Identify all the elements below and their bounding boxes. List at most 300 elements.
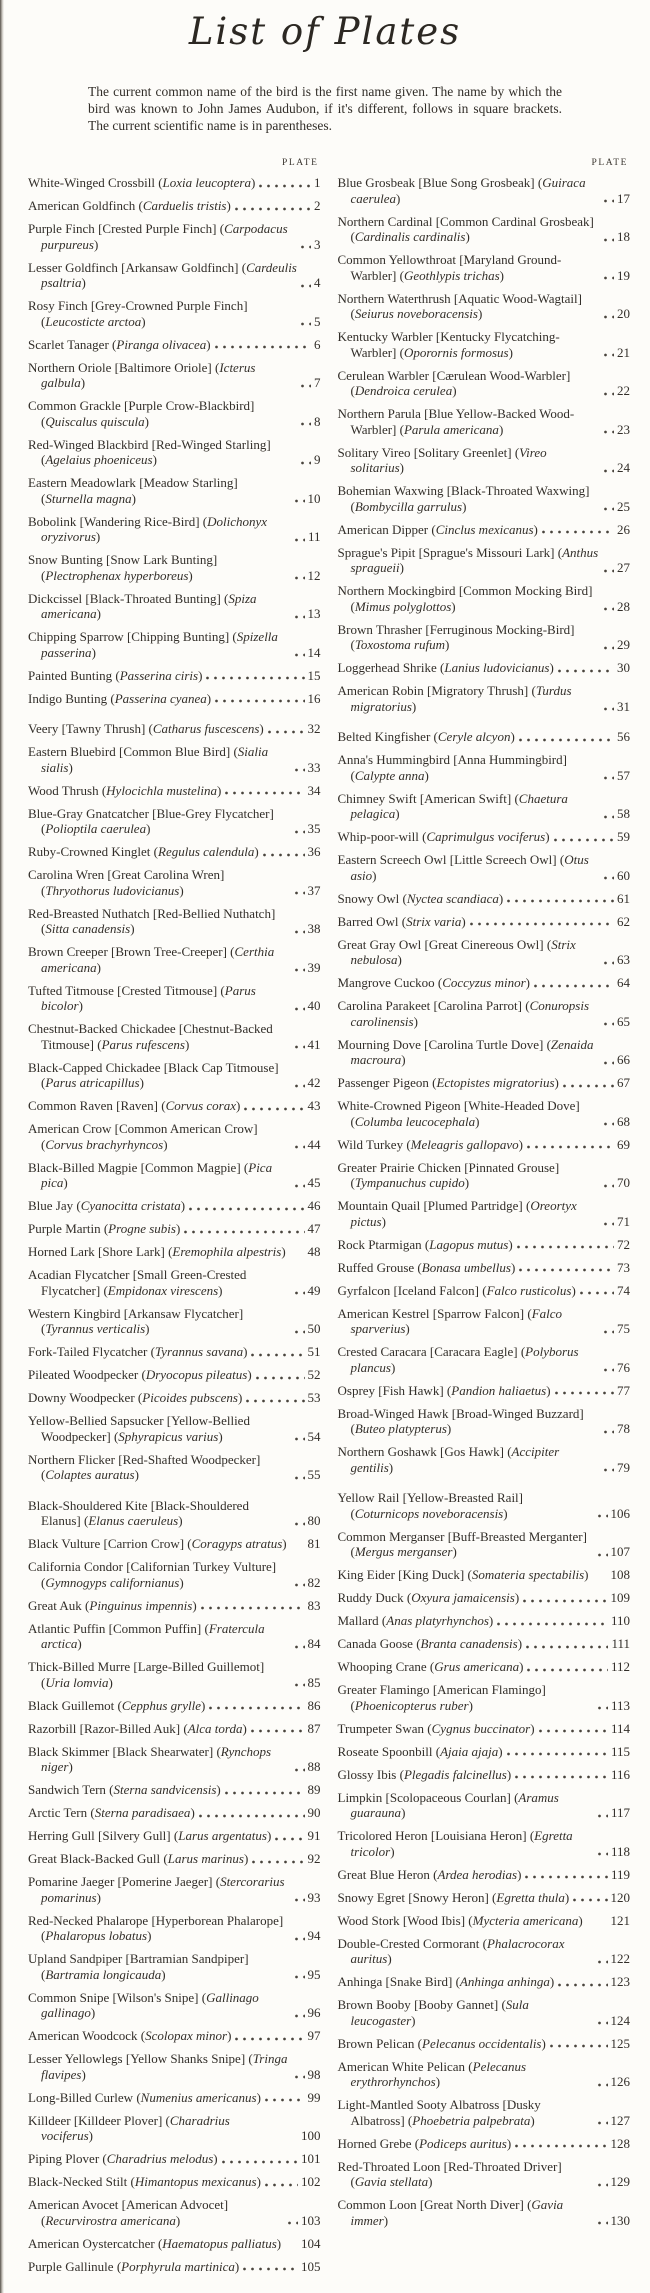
plate-entry <box>338 214 631 245</box>
bird-name: Great Auk (Pinguinus impennis) <box>28 1597 197 1613</box>
dot-leader <box>550 2044 608 2048</box>
bird-name: Northern Oriole [Baltimore Oriole] (Icterus galbula) <box>28 359 256 390</box>
plate-number: 86 <box>307 1697 321 1713</box>
dot-leader <box>604 315 614 319</box>
plate-entry <box>338 1075 631 1091</box>
plate-entry <box>338 1997 631 2028</box>
plate-entry <box>28 2197 321 2228</box>
plate-number: 21 <box>617 344 630 360</box>
bird-name: Wood Thrush (Hylocichla mustelina) <box>28 782 222 798</box>
plate-entry <box>338 175 631 206</box>
dot-leader <box>598 1553 608 1557</box>
plate-entry <box>28 983 321 1014</box>
plate-number: 59 <box>617 829 630 844</box>
dot-leader <box>558 1983 607 1987</box>
dot-leader <box>295 1645 305 1649</box>
plate-number: 49 <box>307 1282 321 1298</box>
plate-number: 18 <box>617 229 630 244</box>
plate-entry <box>28 1744 321 1775</box>
plate-number: 72 <box>617 1236 630 1252</box>
plate-number: 119 <box>610 1866 630 1882</box>
dot-leader <box>199 1814 305 1818</box>
dot-leader <box>288 2221 298 2225</box>
bird-name: Eastern Meadowlark [Meadow Starling] (Sturnella magna) <box>28 475 238 506</box>
plate-entry <box>28 1267 321 1298</box>
plate-number: 87 <box>307 1720 321 1736</box>
dot-leader <box>517 1245 614 1249</box>
dot-leader <box>295 1975 305 1979</box>
dot-leader <box>519 738 614 742</box>
plate-number: 115 <box>610 1743 630 1759</box>
plate-number: 38 <box>307 921 321 936</box>
dot-leader <box>263 853 305 857</box>
bird-name: Mallard (Anas platyrhynchos) <box>337 1613 494 1628</box>
dot-leader <box>558 669 614 673</box>
plate-number: 128 <box>610 2135 630 2151</box>
plate-entry <box>28 221 321 252</box>
plate-entry <box>338 406 631 437</box>
bird-name: Mourning Dove [Carolina Turtle Dove] (Zenaida macroura) <box>337 1036 594 1067</box>
plate-entry <box>338 752 631 783</box>
plate-number: 41 <box>307 1036 321 1052</box>
plate-entry <box>338 483 631 514</box>
bird-name: King Eider [King Duck] (Somateria spectabilis) <box>337 1567 589 1582</box>
bird-name: Indigo Bunting (Passerina cyanea) <box>28 690 212 706</box>
plate-number: 11 <box>307 529 321 544</box>
plate-number: 32 <box>307 721 321 736</box>
dot-leader <box>604 1184 614 1188</box>
bird-name: American White Pelican (Pelecanus erythrorhynchos) <box>337 2058 527 2089</box>
dot-leader <box>604 276 614 280</box>
dot-leader <box>291 1545 305 1549</box>
dot-leader <box>295 1145 305 1149</box>
plate-number: 28 <box>617 598 630 614</box>
dot-leader <box>542 530 614 534</box>
dot-leader <box>295 1683 305 1687</box>
dot-leader <box>251 1729 305 1733</box>
plate-number: 55 <box>307 1467 321 1482</box>
dot-leader <box>598 2021 608 2025</box>
plate-number: 109 <box>610 1590 630 1605</box>
plate-number: 1 <box>314 175 321 190</box>
bird-name: Northern Waterthrush [Aquatic Wood-Wagtail] (Seiurus noveboracensis) <box>337 290 582 321</box>
bird-name: Long-Billed Curlew (Numenius americanus) <box>28 2089 261 2105</box>
plate-number: 104 <box>301 2235 321 2251</box>
plate-entry <box>338 1867 631 1883</box>
bird-name: Black Skimmer [Black Shearwater] (Rynchops niger) <box>28 1743 272 1774</box>
plate-number: 66 <box>617 1052 630 1067</box>
plate-column-header: PLATE <box>282 158 319 168</box>
plate-entry <box>28 1244 321 1260</box>
bird-name: Bohemian Waxwing [Black-Throated Waxwing] (Bombycilla garrulus) <box>337 483 590 514</box>
dot-leader <box>598 2221 608 2225</box>
dot-leader <box>604 1330 614 1334</box>
plate-entry <box>28 2236 321 2252</box>
plate-entry <box>338 1490 631 1521</box>
plate-entry <box>28 260 321 291</box>
dot-leader <box>604 238 614 242</box>
plate-number: 84 <box>307 1636 321 1651</box>
plate-entry <box>338 1529 631 1560</box>
plate-number: 53 <box>307 1390 321 1405</box>
bird-name: Solitary Vireo [Solitary Greenlet] (Vireo solitarius) <box>337 444 547 475</box>
dot-leader <box>301 461 311 465</box>
plate-entry <box>28 629 321 660</box>
plate-number: 7 <box>314 375 321 390</box>
plates-entries-right <box>338 175 631 2228</box>
dot-leader <box>301 322 311 326</box>
plate-entry <box>28 1413 321 1444</box>
dot-leader <box>604 1022 614 1026</box>
plate-number: 88 <box>307 1759 321 1774</box>
plate-entry <box>28 360 321 391</box>
bird-name: Dickcissel [Black-Throated Bunting] (Spiza americana) <box>28 590 257 621</box>
dot-leader <box>604 353 614 357</box>
bird-name: Ruby-Crowned Kinglet (Regulus calendula) <box>28 844 259 859</box>
bird-name: Lesser Yellowlegs [Yellow Shanks Snipe] (Tringa flavipes) <box>28 2051 288 2082</box>
bird-name: Chestnut-Backed Chickadee [Chestnut-Backed Titmouse] (Parus rufescens) <box>28 1021 273 1052</box>
plate-column-header: PLATE <box>591 158 628 168</box>
plate-number: 27 <box>617 560 630 575</box>
dot-leader <box>539 1729 608 1733</box>
bird-name: Black-Billed Magpie [Common Magpie] (Pica pica) <box>28 1159 273 1190</box>
dot-leader <box>534 984 614 988</box>
dot-leader <box>527 1145 614 1149</box>
dot-leader <box>265 2098 305 2102</box>
plate-entry <box>338 329 631 360</box>
dot-leader <box>215 699 304 703</box>
bird-name: Common Raven [Raven] (Corvus corax) <box>28 1098 241 1113</box>
plate-entry <box>338 583 631 614</box>
dot-leader <box>604 469 614 473</box>
bird-name: Sprague's Pipit [Sprague's Missouri Lark] (Anthus spragueii) <box>337 544 599 575</box>
plate-number: 52 <box>307 1367 321 1382</box>
bird-name: Blue-Gray Gnatcatcher [Blue-Grey Flycatcher] (Polioptila caerulea) <box>28 805 274 836</box>
plate-entry <box>28 1559 321 1590</box>
bird-name: Piping Plover (Charadrius melodus) <box>28 2151 218 2166</box>
plate-number: 123 <box>610 1974 630 1989</box>
dot-leader <box>592 1576 607 1580</box>
dot-leader <box>225 1791 305 1795</box>
bird-name: Red-Winged Blackbird [Red-Winged Starling] (Agelaius phoeniceus) <box>28 436 271 467</box>
plate-entry <box>338 1744 631 1760</box>
plate-number: 122 <box>610 1951 630 1966</box>
dot-leader <box>189 1207 304 1211</box>
dot-leader <box>295 615 305 619</box>
dot-leader <box>604 646 614 650</box>
plate-entry <box>338 2136 631 2152</box>
plate-number: 118 <box>610 1843 630 1859</box>
plate-entry <box>28 1306 321 1337</box>
bird-name: Blue Grosbeak [Blue Song Grosbeak] (Guiraca caerulea) <box>337 175 586 206</box>
bird-name: Barred Owl (Strix varia) <box>337 913 466 929</box>
bird-name: Kentucky Warbler [Kentucky Flycatching-Warbler] (Oporornis formosus) <box>337 329 560 360</box>
plate-entry <box>28 1659 321 1690</box>
bird-name: Wood Stork [Wood Ibis] (Mycteria americana) <box>337 1912 583 1928</box>
plate-entry <box>28 1851 321 1867</box>
dot-leader <box>290 1253 305 1257</box>
dot-leader <box>265 2183 298 2187</box>
dot-leader <box>598 1514 608 1518</box>
plate-number: 108 <box>610 1567 630 1582</box>
plate-number: 15 <box>307 667 321 683</box>
dot-leader <box>497 1622 608 1626</box>
dot-leader <box>295 1007 305 1011</box>
dot-leader <box>295 768 305 772</box>
bird-name: Greater Prairie Chicken [Pinnated Grouse] (Tympanuchus cupido) <box>337 1159 560 1190</box>
plate-entry <box>338 445 631 476</box>
plate-number: 113 <box>610 1697 630 1713</box>
plate-entry <box>28 944 321 975</box>
plate-entry <box>28 844 321 860</box>
plates-entries-left <box>28 175 321 2274</box>
plate-number: 75 <box>617 1321 630 1336</box>
plate-number: 3 <box>314 236 321 252</box>
plate-entry <box>28 1990 321 2021</box>
dot-leader <box>515 2144 607 2148</box>
dot-leader <box>295 968 305 972</box>
plate-entry <box>28 2259 321 2275</box>
plate-number: 112 <box>610 1659 630 1674</box>
plate-entry <box>338 1913 631 1929</box>
plate-entry <box>338 1682 631 1713</box>
bird-name: Thick-Billed Murre [Large-Billed Guillemot] (Uria lomvia) <box>28 1659 265 1690</box>
bird-name: Chimney Swift [American Swift] (Chaetura pelagica) <box>337 790 568 821</box>
plate-entry <box>338 2036 631 2052</box>
plate-number: 67 <box>617 1075 630 1090</box>
bird-name: Brown Booby [Booby Gannet] (Sula leucogaster) <box>337 1997 529 2028</box>
plate-entry <box>338 1098 631 1129</box>
dot-leader <box>604 776 614 780</box>
plate-entry <box>28 1598 321 1614</box>
bird-name: California Condor [Californian Turkey Vulture] (Gymnogyps californianus) <box>28 1559 277 1590</box>
bird-name: Common Snipe [Wilson's Snipe] (Gallinago gallinago) <box>28 1989 259 2020</box>
plate-number: 82 <box>307 1574 321 1590</box>
dot-leader <box>580 1291 614 1295</box>
dot-leader <box>184 1230 304 1234</box>
bird-name: Brown Pelican (Pelecanus occidentalis) <box>337 2035 546 2051</box>
dot-leader <box>295 891 305 895</box>
plate-number: 44 <box>307 1136 321 1152</box>
bird-name: Eastern Bluebird [Common Blue Bird] (Sialia sialis) <box>28 744 269 775</box>
dot-leader <box>604 430 614 434</box>
plate-number: 95 <box>307 1966 321 1982</box>
plate-number: 20 <box>617 306 630 321</box>
bird-name: Roseate Spoonbill (Ajaia ajaja) <box>337 1743 503 1759</box>
bird-name: Yellow-Bellied Sapsucker [Yellow-Bellied Woodpecker] (Sphyrapicus varius) <box>28 1413 250 1444</box>
plate-entry <box>338 2197 631 2228</box>
dot-leader <box>598 1814 608 1818</box>
plate-number: 126 <box>610 2074 630 2089</box>
plate-entry <box>338 1383 631 1399</box>
plate-number: 45 <box>307 1175 321 1190</box>
dot-leader <box>285 2244 298 2248</box>
dot-leader <box>507 1752 608 1756</box>
dot-leader <box>604 1368 614 1372</box>
plate-entry <box>338 545 631 576</box>
dot-leader <box>235 2037 304 2041</box>
dot-leader <box>244 1107 304 1111</box>
dot-leader <box>268 730 305 734</box>
plate-entry <box>338 829 631 845</box>
bird-name: Glossy Ibis (Plegadis falcinellus) <box>337 1766 512 1782</box>
plate-entry <box>28 1367 321 1383</box>
dot-leader <box>246 1399 304 1403</box>
dot-leader <box>295 2075 305 2079</box>
plate-entry <box>28 514 321 545</box>
dot-leader <box>301 284 311 288</box>
plate-entry <box>28 2174 321 2190</box>
dot-leader <box>523 1599 607 1603</box>
plate-entry <box>338 1260 631 1276</box>
dot-leader <box>604 199 614 203</box>
dot-leader <box>295 499 305 503</box>
bird-name: American Avocet [American Advocet] (Recurvirostra americana) <box>28 2197 229 2228</box>
bird-name: Rosy Finch [Grey-Crowned Purple Finch] (Leucosticte arctoa) <box>28 298 248 329</box>
plate-number: 127 <box>610 2112 630 2128</box>
dot-leader <box>295 1898 305 1902</box>
plate-number: 70 <box>617 1175 630 1190</box>
bird-name: Sandwich Tern (Sterna sandvicensis) <box>28 1782 221 1797</box>
bird-name: Anna's Hummingbird [Anna Hummingbird] (Calypte anna) <box>337 752 567 783</box>
bird-name: Cerulean Warbler [Cærulean Wood-Warbler] (Dendroica cerulea) <box>337 367 571 398</box>
plate-entry <box>28 1498 321 1529</box>
plate-entry <box>28 1060 321 1091</box>
bird-name: Northern Flicker [Red-Shafted Woodpecker] (Colaptes auratus) <box>28 1451 261 1482</box>
dot-leader <box>470 922 614 926</box>
plate-number: 13 <box>307 606 321 621</box>
dot-leader <box>235 207 311 211</box>
plate-entry <box>338 1160 631 1191</box>
bird-name: Snow Bunting [Snow Lark Bunting] (Plectrophenax hyperboreus) <box>28 552 218 583</box>
plate-entry <box>338 622 631 653</box>
plate-entry <box>338 1767 631 1783</box>
plate-entry <box>28 475 321 506</box>
bird-name: Snowy Owl (Nyctea scandiaca) <box>337 890 504 906</box>
plate-number: 103 <box>301 2212 321 2228</box>
plate-number: 91 <box>307 1828 321 1843</box>
dot-leader <box>295 1045 305 1049</box>
dot-leader <box>209 1706 304 1710</box>
bird-name: Purple Finch [Crested Purple Finch] (Carpodacus purpureus) <box>28 221 288 252</box>
bird-name: Whooping Crane (Grus americana) <box>337 1659 524 1674</box>
plate-entry <box>338 660 631 676</box>
plate-number: 26 <box>617 521 630 537</box>
plate-number: 85 <box>307 1674 321 1690</box>
dot-leader <box>555 1391 614 1395</box>
plate-entry <box>28 552 321 583</box>
bird-name: American Goldfinch (Carduelis tristis) <box>28 198 231 213</box>
plate-entry <box>338 975 631 991</box>
plate-entry <box>338 1137 631 1153</box>
dot-leader <box>301 384 311 388</box>
plate-entry <box>28 298 321 329</box>
dot-leader <box>604 876 614 880</box>
bird-name: Broad-Winged Hawk [Broad-Winged Buzzard] (Buteo platypterus) <box>337 1405 584 1436</box>
dot-leader <box>295 1291 305 1295</box>
bird-name: Common Merganser [Buff-Breasted Merganter] (Mergus merganser) <box>337 1528 587 1559</box>
plate-number: 79 <box>617 1459 630 1475</box>
plate-number: 64 <box>617 975 630 990</box>
plate-entry <box>338 1790 631 1821</box>
bird-name: Carolina Parakeet [Carolina Parrot] (Conuropsis carolinensis) <box>337 998 590 1029</box>
dot-leader <box>301 422 311 426</box>
bird-name: Purple Gallinule (Porphyrula martinica) <box>28 2258 240 2274</box>
plate-number: 37 <box>307 882 321 898</box>
bird-name: Snowy Egret [Snowy Heron] (Egretta thula) <box>337 1889 570 1905</box>
plate-entry <box>338 937 631 968</box>
dot-leader <box>301 245 311 249</box>
bird-name: Trumpeter Swan (Cygnus buccinator) <box>337 1720 535 1736</box>
bird-name: Chipping Sparrow [Chipping Bunting] (Spizella passerina) <box>28 629 278 660</box>
plate-entry <box>338 1936 631 1967</box>
dot-leader <box>525 1875 608 1879</box>
plate-entry <box>338 1283 631 1299</box>
plate-entry <box>28 1913 321 1944</box>
plate-number: 16 <box>307 690 321 706</box>
dot-leader <box>252 1860 304 1864</box>
plate-number: 124 <box>610 2012 630 2028</box>
plate-number: 39 <box>307 959 321 975</box>
plate-number: 19 <box>617 267 630 283</box>
plate-number: 110 <box>610 1613 630 1628</box>
bird-name: Pomarine Jaeger [Pomerine Jaeger] (Stercorarius pomarinus) <box>28 1874 285 1905</box>
plate-number: 77 <box>617 1382 630 1398</box>
dot-leader <box>604 815 614 819</box>
plate-entry <box>338 729 631 745</box>
dot-leader <box>604 1061 614 1065</box>
bird-name: Pileated Woodpecker (Dryocopus pileatus) <box>28 1367 252 1382</box>
dot-leader <box>598 2083 608 2087</box>
plate-entry <box>338 852 631 883</box>
plate-entry <box>28 1198 321 1214</box>
bird-name: Horned Grebe (Podiceps auritus) <box>337 2135 512 2151</box>
dot-leader <box>222 2160 298 2164</box>
dot-leader <box>295 1522 305 1526</box>
bird-name: Great Blue Heron (Ardea herodias) <box>337 1866 522 1882</box>
plate-entry <box>338 1636 631 1652</box>
plate-number: 93 <box>307 1889 321 1905</box>
plate-number: 46 <box>307 1198 321 1213</box>
plate-number: 4 <box>314 275 321 290</box>
plate-number: 90 <box>307 1805 321 1820</box>
bird-name: Tricolored Heron [Louisiana Heron] (Egretta tricolor) <box>337 1828 573 1859</box>
bird-name: Lesser Goldfinch [Arkansaw Goldfinch] (Cardeulis psaltria) <box>28 259 297 290</box>
plate-entry <box>28 1344 321 1360</box>
plate-number: 125 <box>610 2035 630 2051</box>
dot-leader <box>295 1768 305 1772</box>
plate-entry <box>338 1406 631 1437</box>
plate-number: 8 <box>314 413 321 429</box>
plates-list <box>28 158 630 2282</box>
dot-leader <box>598 1960 608 1964</box>
dot-leader <box>554 838 614 842</box>
plate-number: 58 <box>617 806 630 821</box>
plate-number: 25 <box>617 498 630 514</box>
bird-name: Acadian Flycatcher [Small Green-Crested Flycatcher] (Empidonax virescens) <box>28 1267 247 1298</box>
dot-leader <box>598 2183 608 2187</box>
bird-name: Bobolink [Wandering Rice-Bird] (Dolichonyx oryzivorus) <box>28 513 268 544</box>
plate-entry <box>338 2159 631 2190</box>
dot-leader <box>243 2267 298 2271</box>
plates-column-right <box>338 158 631 2282</box>
dot-leader <box>515 1775 608 1779</box>
page-edge-shadow <box>0 0 4 2293</box>
bird-name: Whip-poor-will (Caprimulgus vociferus) <box>337 829 550 844</box>
plate-entry <box>28 1121 321 1152</box>
dot-leader <box>295 1937 305 1941</box>
plate-number: 9 <box>314 452 321 467</box>
